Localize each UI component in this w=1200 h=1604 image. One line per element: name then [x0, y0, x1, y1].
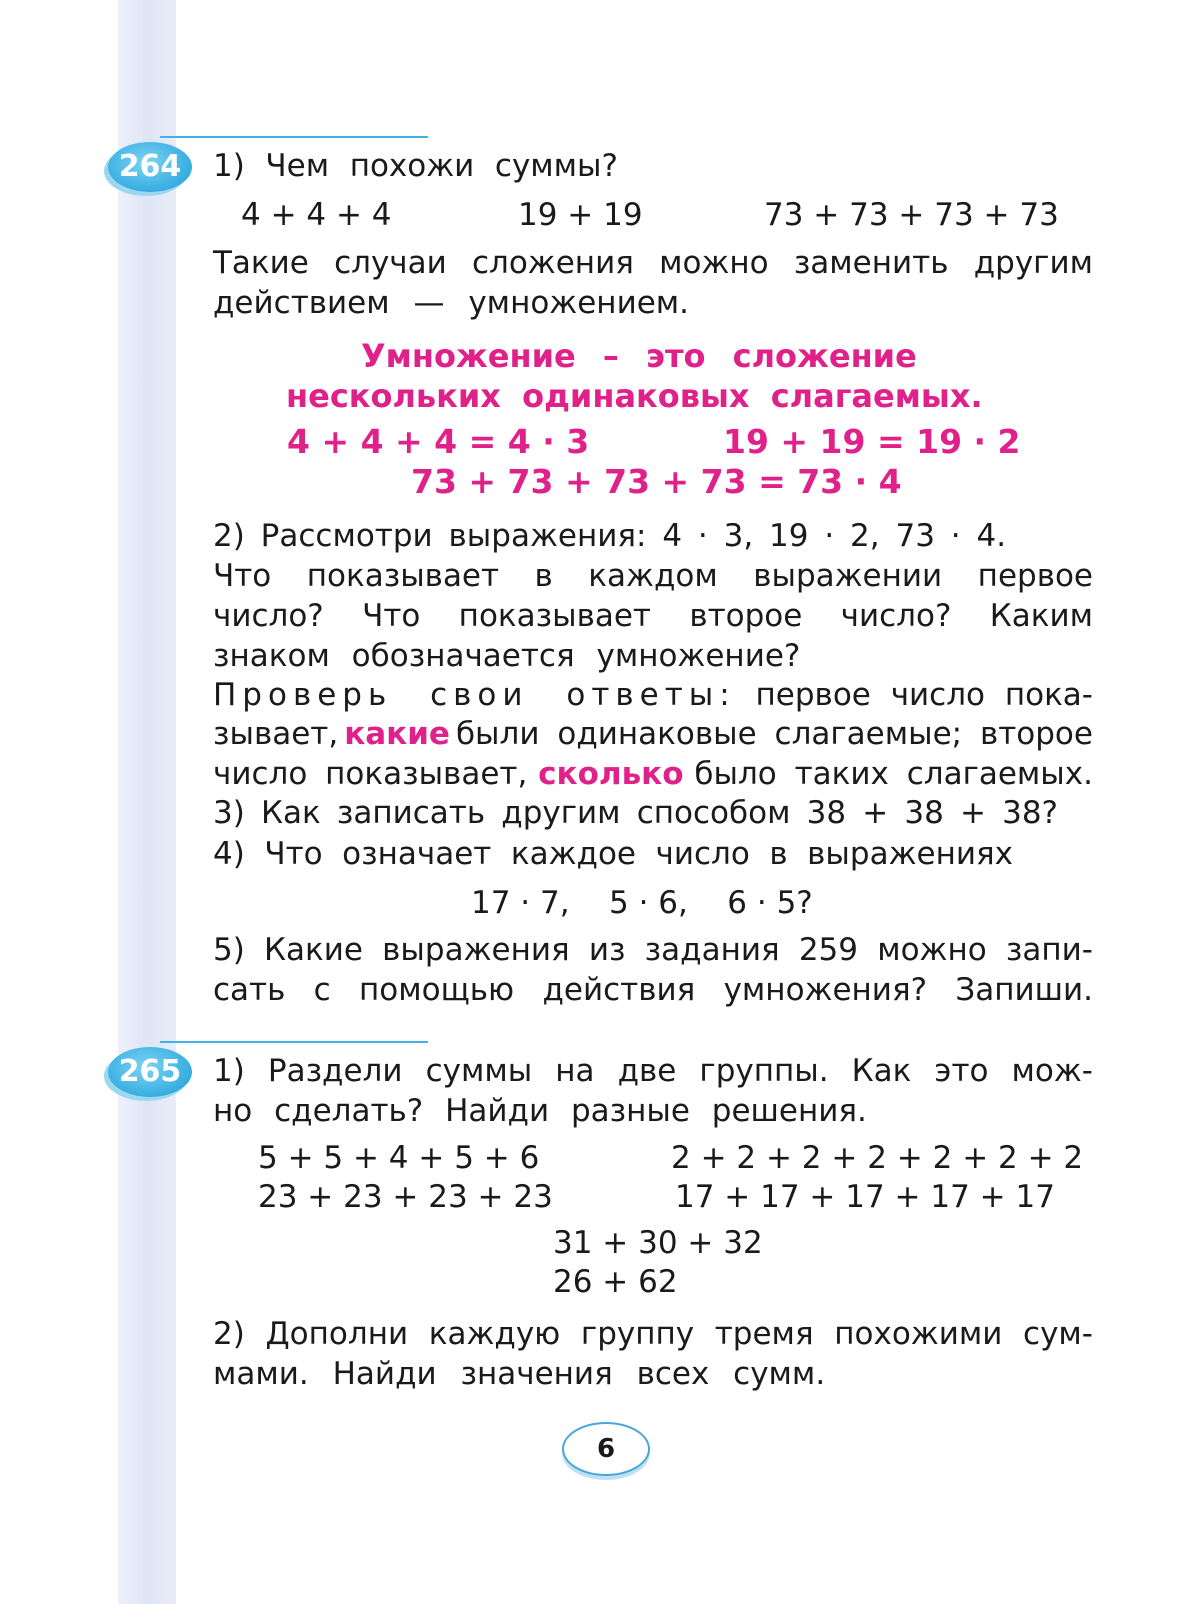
q4-expressions: 17 · 7, 5 · 6, 6 · 5? [471, 885, 813, 921]
paragraph-line: знаком обозначается умножение? [213, 638, 801, 674]
rule-line: нескольких одинаковых слагаемых. [286, 377, 983, 415]
task-265-badge: 265 [108, 1047, 192, 1097]
paragraph-line: число? Что показывает второе число? Каким [213, 598, 1093, 634]
sum-expression: 2 + 2 + 2 + 2 + 2 + 2 + 2 [671, 1140, 1084, 1176]
sum-expression: 31 + 30 + 32 [553, 1225, 763, 1261]
sum-expression: 4 + 4 + 4 [241, 197, 392, 233]
sum-expression: 5 + 5 + 4 + 5 + 6 [258, 1140, 540, 1176]
task-264-q3: 3) Как записать другим способом 38 + 38 + 38? [213, 795, 1058, 831]
text-span: число показывает, [213, 756, 528, 792]
page-margin-strip [118, 0, 176, 1604]
paragraph-line: сать с помощью действия умножения? Запиши. [213, 972, 1093, 1008]
check-answers-line [213, 714, 1093, 754]
text-span: были одинаковые слагаемые; второе [455, 716, 1093, 752]
task-265-q1: 1) Раздели суммы на две группы. Как это мож- [213, 1053, 1093, 1089]
task-265-q2: 2) Дополни каждую группу тремя похожими сум- [213, 1316, 1093, 1352]
sum-expression: 26 + 62 [553, 1264, 678, 1300]
rule-equation: 73 + 73 + 73 + 73 = 73 · 4 [411, 462, 902, 501]
sum-expression: 19 + 19 [518, 197, 643, 233]
task-264-q2: 2) Рассмотри выражения: 4 · 3, 19 · 2, 73 · 4. [213, 518, 1007, 554]
rule-equation: 4 + 4 + 4 = 4 · 3 [287, 422, 590, 461]
highlight-word: какие [344, 716, 450, 752]
highlight-word: сколько [538, 756, 684, 792]
task-264-q5: 5) Какие выражения из задания 259 можно запи- [213, 932, 1093, 968]
text-span: зывает, [213, 716, 339, 752]
check-answers-rest: первое число пока- [755, 677, 1093, 713]
check-answers-spaced: Проверь свои ответы: [213, 677, 736, 713]
task-264-q1: 1) Чем похожи суммы? [213, 148, 618, 184]
task-265-rule [160, 1041, 428, 1043]
paragraph-line: мами. Найди значения всех сумм. [213, 1356, 826, 1392]
paragraph-line: действием — умножением. [213, 285, 690, 321]
task-264-badge: 264 [108, 142, 192, 192]
check-answers-line [213, 675, 1093, 715]
rule-line: Умножение – это сложение [361, 337, 917, 375]
task-264-rule [160, 136, 428, 138]
check-answers-line [213, 754, 1093, 794]
sum-expression: 17 + 17 + 17 + 17 + 17 [675, 1179, 1055, 1215]
page-number: 6 [562, 1422, 650, 1476]
text-span: было таких слагаемых. [694, 756, 1093, 792]
sum-expression: 23 + 23 + 23 + 23 [258, 1179, 553, 1215]
task-264-q4: 4) Что означает каждое число в выражениях [213, 836, 1013, 872]
paragraph-line: но сделать? Найди разные решения. [213, 1093, 867, 1129]
paragraph-line: Что показывает в каждом выражении первое [213, 558, 1093, 594]
paragraph-line: Такие случаи сложения можно заменить другим [213, 245, 1093, 281]
sum-expression: 73 + 73 + 73 + 73 [764, 197, 1059, 233]
rule-equation: 19 + 19 = 19 · 2 [723, 422, 1021, 461]
